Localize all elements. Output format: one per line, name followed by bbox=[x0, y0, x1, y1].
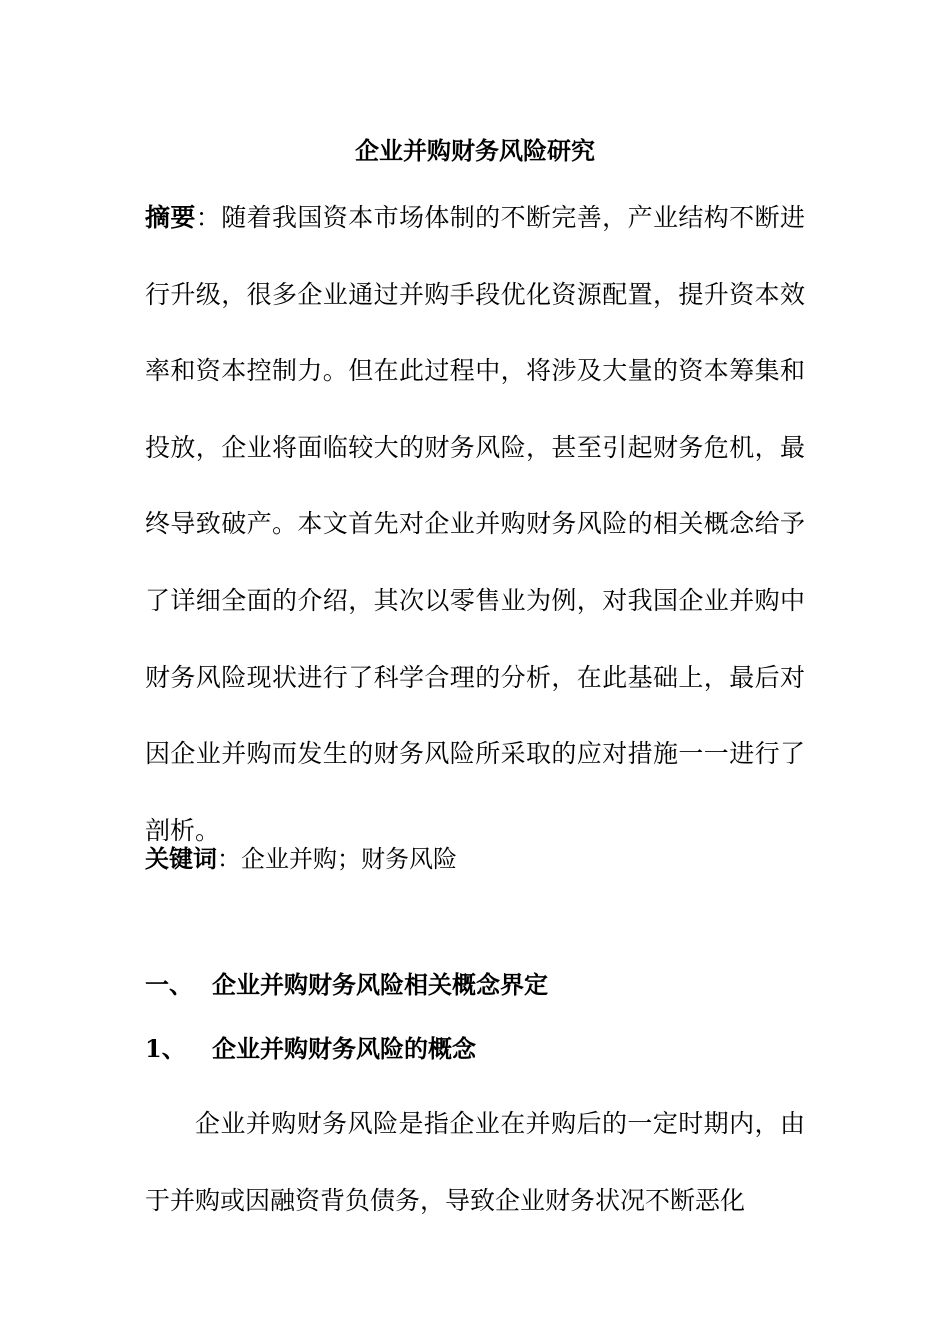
section-number: 一、 bbox=[145, 970, 193, 999]
section-title: 企业并购财务风险相关概念界定 bbox=[212, 970, 548, 999]
keywords-separator: ： bbox=[217, 845, 241, 873]
body-paragraph: 企业并购财务风险是指企业在并购后的一定时期内，由于并购或因融资背负债务，导致企业财务状况不断恶化 bbox=[145, 1109, 805, 1215]
subsection-title: 企业并购财务风险的概念 bbox=[212, 1034, 476, 1063]
keywords-line bbox=[145, 841, 805, 877]
subsection-number: 1、 bbox=[145, 1034, 186, 1063]
abstract-text: 随着我国资本市场体制的不断完善，产业结构不断进行升级，很多企业通过并购手段优化资源配置，提升资本效率和资本控制力。但在此过程中，将涉及大量的资本筹集和投放，企业将面临较大的财务风险，甚至引起财务危机，最终导致破产。本文首先对企业并购财务风险的相关概念给予了详细全面的介绍，其次以零售业为例，对我国企业并购中财务风险现状进行了科学合理的分析，在此基础上，最后对因企业并购而发生的财务风险所采取的应对措施一一进行了剖析。 bbox=[145, 203, 805, 845]
subsection-heading bbox=[145, 1031, 805, 1067]
abstract-separator: ： bbox=[195, 203, 222, 232]
abstract-paragraph bbox=[145, 180, 805, 869]
document-title: 企业并购财务风险研究 bbox=[355, 136, 595, 165]
abstract-label: 摘要 bbox=[145, 203, 196, 232]
keywords-label: 关键词 bbox=[145, 844, 217, 873]
keywords-text: 企业并购；财务风险 bbox=[241, 845, 457, 873]
section-heading bbox=[145, 967, 805, 1003]
